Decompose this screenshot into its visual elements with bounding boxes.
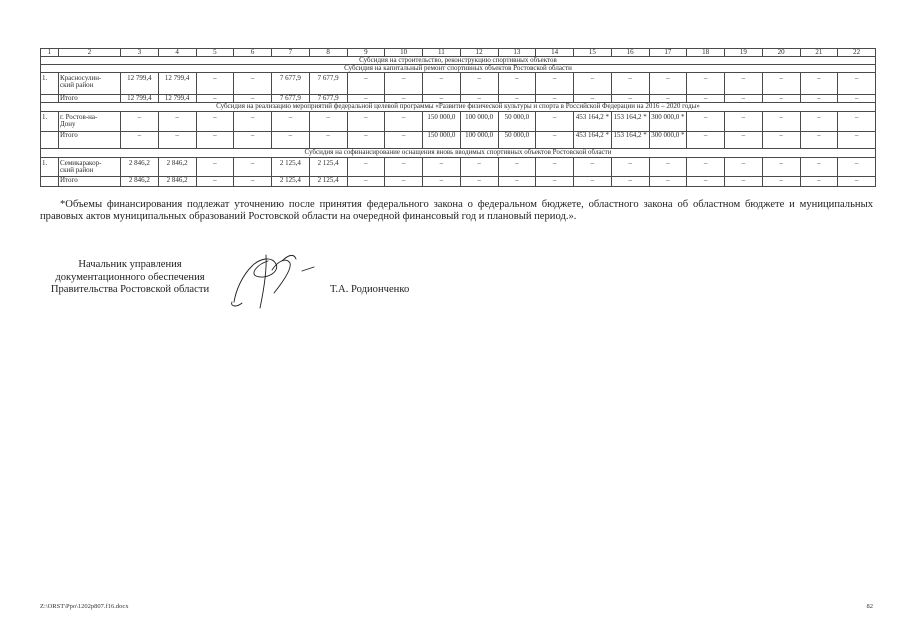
amount-cell: –: [272, 112, 310, 132]
column-number: 16: [611, 49, 649, 57]
file-path: Z:\ORST\Ppo\1202p807.f16.docx: [40, 603, 129, 610]
amount-cell: 150 000,0: [423, 112, 461, 132]
total-label: Итого: [59, 95, 121, 103]
amount-cell: –: [838, 158, 876, 177]
amount-cell: –: [611, 158, 649, 177]
total-amount-cell: –: [574, 95, 612, 103]
total-amount-cell: 153 164,2 *: [611, 132, 649, 149]
total-amount-cell: 2 846,2: [158, 177, 196, 187]
amount-cell: –: [121, 112, 159, 132]
total-amount-cell: 2 125,4: [309, 177, 347, 187]
total-amount-cell: –: [385, 177, 423, 187]
total-amount-cell: –: [234, 132, 272, 149]
column-number: 19: [725, 49, 763, 57]
column-number: 6: [234, 49, 272, 57]
footnote: [40, 199, 873, 223]
amount-cell: 153 164,2 *: [611, 112, 649, 132]
column-number: 11: [423, 49, 461, 57]
total-amount-cell: –: [498, 95, 536, 103]
total-amount-cell: –: [800, 132, 838, 149]
amount-cell: –: [234, 112, 272, 132]
total-amount-cell: –: [762, 95, 800, 103]
amount-cell: –: [536, 158, 574, 177]
row-number: 1.: [41, 158, 59, 177]
column-number: 9: [347, 49, 385, 57]
signature-stroke: [234, 259, 277, 302]
total-amount-cell: –: [687, 95, 725, 103]
row-number: 1.: [41, 73, 59, 95]
amount-cell: 7 677,9: [309, 73, 347, 95]
amount-cell: 2 125,4: [272, 158, 310, 177]
municipality-name: г. Ростов-на- Дону: [59, 112, 121, 132]
total-amount-cell: –: [838, 177, 876, 187]
total-amount-cell: –: [611, 95, 649, 103]
section-heading-row: [41, 149, 876, 158]
amount-cell: –: [385, 112, 423, 132]
section-heading: Субсидия на строительство, реконструкцию спортивных объектов: [41, 57, 876, 65]
total-amount-cell: 453 164,2 *: [574, 132, 612, 149]
amount-cell: –: [498, 73, 536, 95]
total-amount-cell: –: [121, 132, 159, 149]
total-amount-cell: 7 677,9: [272, 95, 310, 103]
total-amount-cell: –: [800, 95, 838, 103]
total-amount-cell: –: [309, 132, 347, 149]
signature-stroke: [302, 267, 314, 271]
total-amount-cell: –: [687, 132, 725, 149]
amount-cell: –: [687, 158, 725, 177]
municipality-name: Семикаракор- ский район: [59, 158, 121, 177]
total-amount-cell: –: [498, 177, 536, 187]
column-number: 20: [762, 49, 800, 57]
amount-cell: –: [385, 158, 423, 177]
amount-cell: –: [347, 73, 385, 95]
amount-cell: 300 000,0 *: [649, 112, 687, 132]
column-number: 15: [574, 49, 612, 57]
total-amount-cell: –: [423, 177, 461, 187]
amount-cell: –: [309, 112, 347, 132]
amount-cell: 7 677,9: [272, 73, 310, 95]
amount-cell: –: [234, 158, 272, 177]
handwritten-signature: [220, 246, 320, 312]
signatory-position: [40, 259, 220, 297]
column-number: 21: [800, 49, 838, 57]
municipality-row: [41, 73, 876, 95]
amount-cell: –: [196, 112, 234, 132]
signatory-position-line: Правительства Ростовской области: [50, 284, 210, 295]
total-amount-cell: 12 799,4: [158, 95, 196, 103]
amount-cell: –: [838, 73, 876, 95]
column-number: 2: [59, 49, 121, 57]
amount-cell: 12 799,4: [158, 73, 196, 95]
amount-cell: –: [196, 158, 234, 177]
amount-cell: –: [687, 73, 725, 95]
total-amount-cell: –: [649, 177, 687, 187]
amount-cell: –: [687, 112, 725, 132]
total-amount-cell: –: [536, 95, 574, 103]
amount-cell: 2 125,4: [309, 158, 347, 177]
total-label: Итого: [59, 132, 121, 149]
total-amount-cell: –: [423, 95, 461, 103]
section-heading: Субсидия на капитальный ремонт спортивных объектов Ростовской области: [41, 65, 876, 73]
row-number: 1.: [41, 112, 59, 132]
total-amount-cell: –: [725, 95, 763, 103]
total-amount-cell: –: [460, 177, 498, 187]
column-number: 5: [196, 49, 234, 57]
section-heading-row: [41, 65, 876, 73]
column-number: 7: [272, 49, 310, 57]
signatory-position-line: Начальник управления: [78, 259, 182, 270]
signature-stroke: [272, 260, 290, 293]
amount-cell: –: [574, 158, 612, 177]
column-number: 4: [158, 49, 196, 57]
total-amount-cell: –: [196, 132, 234, 149]
amount-cell: –: [725, 73, 763, 95]
amount-cell: –: [460, 73, 498, 95]
column-number: 14: [536, 49, 574, 57]
section-heading: Субсидия на реализацию мероприятий федеральной целевой программы «Развитие физической культуры и спорта в Российской Федерации на 2016 – 2020 годы»: [41, 103, 876, 112]
amount-cell: –: [762, 158, 800, 177]
total-row: [41, 132, 876, 149]
amount-cell: –: [460, 158, 498, 177]
municipality-name: Красносулин- ский район: [59, 73, 121, 95]
signatory-position-line: документационного обеспечения: [55, 271, 205, 283]
amount-cell: –: [649, 158, 687, 177]
amount-cell: 453 164,2 *: [574, 112, 612, 132]
total-amount-cell: 50 000,0: [498, 132, 536, 149]
amount-cell: –: [762, 112, 800, 132]
amount-cell: –: [536, 112, 574, 132]
total-amount-cell: –: [838, 95, 876, 103]
total-amount-cell: –: [800, 177, 838, 187]
total-amount-cell: –: [687, 177, 725, 187]
column-number: 3: [121, 49, 159, 57]
amount-cell: –: [725, 112, 763, 132]
row-number: [41, 177, 59, 187]
funding-table: [40, 48, 876, 187]
amount-cell: –: [574, 73, 612, 95]
amount-cell: 12 799,4: [121, 73, 159, 95]
total-amount-cell: –: [234, 177, 272, 187]
amount-cell: –: [158, 112, 196, 132]
amount-cell: 2 846,2: [158, 158, 196, 177]
total-amount-cell: 300 000,0 *: [649, 132, 687, 149]
funding-table-body: [41, 49, 876, 187]
column-number: 1: [41, 49, 59, 57]
amount-cell: –: [649, 73, 687, 95]
amount-cell: –: [536, 73, 574, 95]
amount-cell: –: [800, 112, 838, 132]
total-amount-cell: –: [196, 95, 234, 103]
municipality-row: [41, 112, 876, 132]
amount-cell: –: [234, 73, 272, 95]
total-amount-cell: –: [347, 132, 385, 149]
total-amount-cell: 2 846,2: [121, 177, 159, 187]
amount-cell: –: [423, 73, 461, 95]
amount-cell: –: [196, 73, 234, 95]
amount-cell: –: [762, 73, 800, 95]
amount-cell: –: [423, 158, 461, 177]
amount-cell: –: [611, 73, 649, 95]
total-amount-cell: –: [347, 177, 385, 187]
total-amount-cell: –: [574, 177, 612, 187]
total-amount-cell: –: [838, 132, 876, 149]
amount-cell: 100 000,0: [460, 112, 498, 132]
total-amount-cell: –: [762, 177, 800, 187]
amount-cell: 50 000,0: [498, 112, 536, 132]
amount-cell: –: [498, 158, 536, 177]
column-number: 8: [309, 49, 347, 57]
total-amount-cell: –: [460, 95, 498, 103]
amount-cell: –: [800, 158, 838, 177]
total-amount-cell: –: [385, 132, 423, 149]
total-amount-cell: 150 000,0: [423, 132, 461, 149]
total-amount-cell: 12 799,4: [121, 95, 159, 103]
total-amount-cell: –: [196, 177, 234, 187]
row-number: [41, 95, 59, 103]
column-number: 10: [385, 49, 423, 57]
amount-cell: –: [838, 112, 876, 132]
amount-cell: 2 846,2: [121, 158, 159, 177]
amount-cell: –: [347, 158, 385, 177]
amount-cell: –: [385, 73, 423, 95]
total-amount-cell: 7 677,9: [309, 95, 347, 103]
total-amount-cell: 2 125,4: [272, 177, 310, 187]
municipality-row: [41, 158, 876, 177]
footnote-line: правовых актов муниципальных образований Ростовской области на очередной финансовый год и плановый период.».: [40, 211, 577, 222]
total-amount-cell: –: [725, 177, 763, 187]
column-number: 12: [460, 49, 498, 57]
section-heading: Субсидия на софинансирование оснащения вновь вводимых спортивных объектов Ростовской области: [41, 149, 876, 158]
total-amount-cell: –: [762, 132, 800, 149]
page-number: 82: [866, 603, 873, 610]
amount-cell: –: [347, 112, 385, 132]
amount-cell: –: [800, 73, 838, 95]
total-amount-cell: –: [611, 177, 649, 187]
column-number: 17: [649, 49, 687, 57]
section-heading-row: [41, 103, 876, 112]
total-amount-cell: –: [234, 95, 272, 103]
total-amount-cell: –: [347, 95, 385, 103]
total-amount-cell: –: [158, 132, 196, 149]
total-amount-cell: –: [385, 95, 423, 103]
total-amount-cell: –: [272, 132, 310, 149]
total-amount-cell: –: [536, 177, 574, 187]
column-number: 13: [498, 49, 536, 57]
total-amount-cell: –: [725, 132, 763, 149]
total-row: [41, 177, 876, 187]
total-amount-cell: 100 000,0: [460, 132, 498, 149]
total-amount-cell: –: [536, 132, 574, 149]
total-amount-cell: –: [649, 95, 687, 103]
column-number: 22: [838, 49, 876, 57]
signatory-name: Т.А. Родионченко: [330, 284, 410, 295]
total-label: Итого: [59, 177, 121, 187]
signature-stroke: [232, 302, 242, 306]
row-number: [41, 132, 59, 149]
amount-cell: –: [725, 158, 763, 177]
footnote-line: *Объемы финансирования подлежат уточнению после принятия федерального закона о федеральном бюджете, областного закона об областном бюджете и муниципальных: [60, 199, 873, 210]
column-number: 18: [687, 49, 725, 57]
